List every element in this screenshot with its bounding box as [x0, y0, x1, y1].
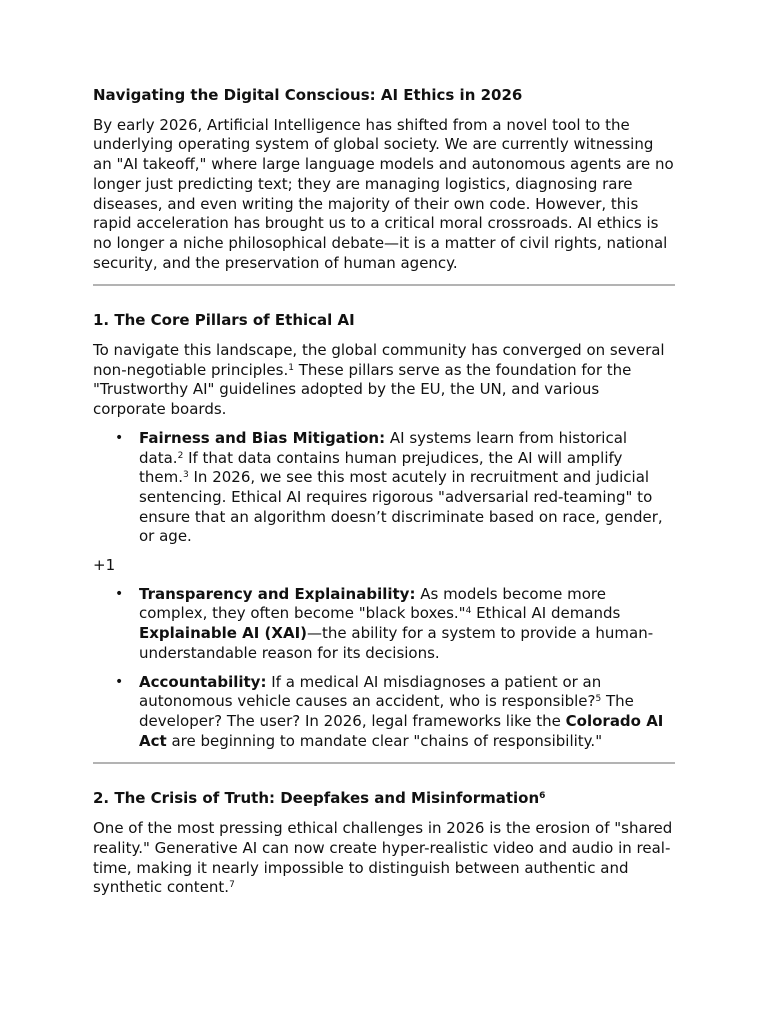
list-item-fairness — [139, 429, 675, 547]
section-2-paragraph — [93, 819, 675, 898]
list-item-text: If a medical AI misdiagnoses a patient or an autonomous vehicle causes an accident, who is responsible? — [139, 672, 602, 711]
list-item-text: AI systems learn from historical data. — [139, 428, 628, 467]
list-item-text: The developer? The user? In 2026, legal frameworks like the — [139, 692, 634, 730]
document-title: Navigating the Digital Conscious: AI Ethics in 2026 — [93, 86, 523, 104]
section-divider — [93, 762, 675, 764]
list-item-text: are beginning to mandate clear "chains of responsibility." — [166, 731, 603, 750]
list-item-text: —the ability for a system to provide a human-understandable reason for its decisions. — [139, 624, 654, 662]
list-item-emphasis: Colorado AI Act — [139, 711, 664, 750]
list-item-text: In 2026, we see this most acutely in recruitment and judicial sentencing. Ethical AI requires rigorous "adversarial red-teaming" to ensure that an algorithm doesn’t discriminate based on race, gender, or age. — [139, 468, 663, 546]
list-item-text: Ethical AI demands — [471, 604, 621, 623]
list-item-transparency — [139, 585, 675, 664]
footnote-ref[interactable]: 4 — [465, 606, 472, 617]
footnote-ref[interactable]: 3 — [183, 470, 189, 481]
list-item-accountability — [139, 673, 675, 752]
section-divider — [93, 284, 675, 286]
section-1-text-b: These pillars serve as the foundation for the "Trustworthy AI" guidelines adopted by the EU, the UN, and various corporate boards. — [93, 360, 632, 419]
footnote-ref[interactable]: 5 — [595, 694, 602, 705]
list-item-term: Transparency and Explainability: — [139, 584, 416, 603]
footnote-ref[interactable]: 1 — [288, 362, 294, 373]
section-2-heading-text: 2. The Crisis of Truth: Deepfakes and Misinformation — [93, 789, 540, 808]
section-2-heading — [93, 789, 675, 809]
intro-paragraph — [93, 116, 675, 274]
list-item-term: Accountability: — [139, 672, 267, 691]
footnote-ref[interactable]: 6 — [539, 791, 546, 802]
list-item-text: As models become more complex, they often become "black boxes." — [139, 584, 606, 623]
list-item-text: If that data contains human prejudices, the AI will amplify them. — [139, 448, 623, 487]
plus-one-marker: +1 — [93, 556, 116, 575]
intro-text: By early 2026, Artificial Intelligence has shifted from a novel tool to the underlying operating system of global society. We are currently witnessing an "AI takeoff," where large language models and autonomous agents are no longer just predicting text; they are managing logistics, diagnosing rare diseases, and even writing the majority of their own code. However, this rapid acceleration has brought us to a critical moral crossroads. AI ethics is no longer a niche philosophical debate—it is a matter of civil rights, national security, and the preservation of human agency. — [93, 115, 674, 272]
section-2-text: One of the most pressing ethical challenges in 2026 is the erosion of "shared reality." Generative AI can now create hyper-realistic video and audio in real-time, making it nearly impossible to distinguish between authentic and synthetic content. — [93, 819, 673, 897]
list-item-term: Fairness and Bias Mitigation: — [139, 428, 386, 447]
section-1-heading: 1. The Core Pillars of Ethical AI — [93, 311, 355, 330]
pillars-list-continued — [93, 585, 675, 752]
footnote-ref[interactable]: 2 — [177, 450, 184, 461]
footnote-ref[interactable]: 7 — [229, 880, 235, 891]
list-item-emphasis: Explainable AI (XAI) — [139, 624, 308, 643]
section-1-text-a: To navigate this landscape, the global community has converged on several non-negotiable principles. — [93, 341, 665, 379]
pillars-list — [93, 429, 675, 547]
section-1-paragraph — [93, 341, 675, 420]
